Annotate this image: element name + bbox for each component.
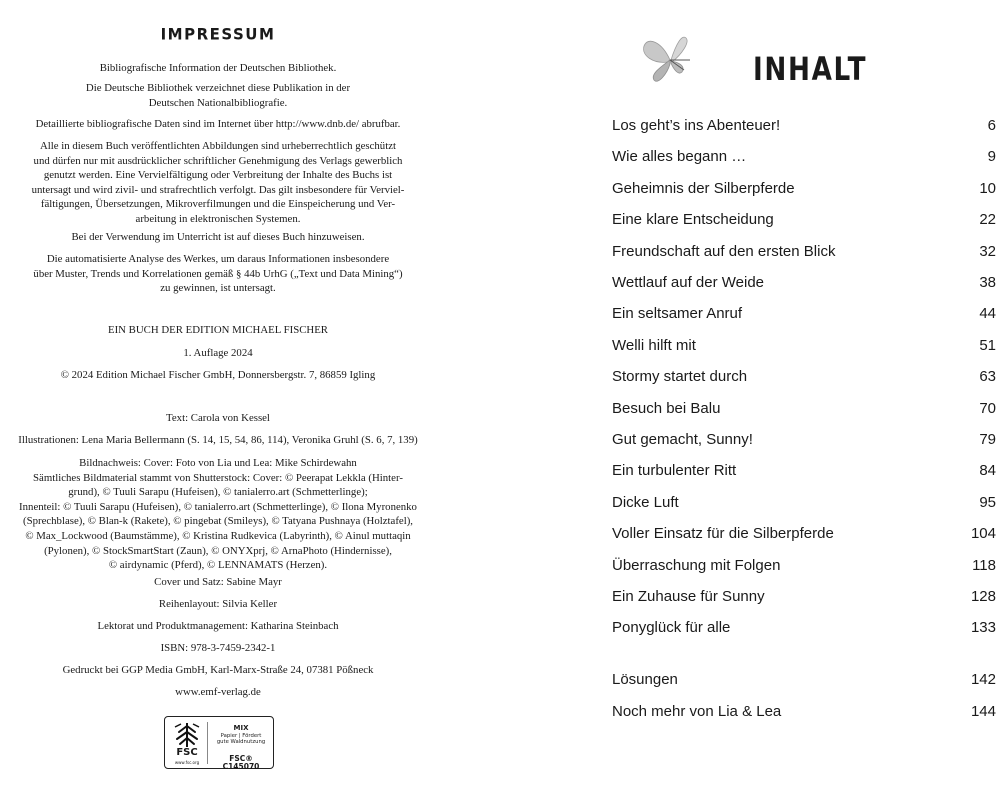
toc-entry-page: 10	[979, 180, 996, 197]
toc-entry-title: Wie alles begann …	[612, 148, 747, 165]
cover-design-credit: Cover und Satz: Sabine Mayr	[154, 576, 282, 588]
toc-entry[interactable]	[612, 617, 996, 639]
toc-entry-title: Noch mehr von Lia & Lea	[612, 703, 782, 720]
biblio-heading: Bibliografische Information der Deutschen Bibliothek.	[99, 62, 337, 74]
toc-entry-title: Stormy startet durch	[612, 368, 748, 385]
toc-entry-title: Ein Zuhause für Sunny	[612, 588, 765, 605]
toc-entry-title: Freundschaft auf den ersten Blick	[612, 243, 836, 260]
text-credit: Text: Carola von Kessel	[166, 412, 270, 424]
toc-entry-page: 95	[979, 494, 996, 511]
printing-line: 1. Auflage 2024	[183, 347, 253, 359]
copyright-notice: Alle in diesem Buch veröffentlichten Abbildungen sind urheberrechtlich geschützt und dürfen nur mit ausdrücklicher schriftlicher Genehmigung des Verlags gewerblich genutzt werden. Eine Vervielfältigung oder Verbreitung der Inhalte des Buchs ist untersagt und wird zivil- und strafrechtlich verfolgt. Das gilt insbesondere für Verviel- fältigungen, Übersetzungen, Mikroverfilmungen und die Einspeicherung und Ver- arbeitung in elektronischen Systemen.	[31, 140, 405, 225]
toc-entry[interactable]	[612, 303, 996, 325]
toc-entry-title: Überraschung mit Folgen	[612, 557, 781, 574]
toc-entry[interactable]	[612, 701, 996, 723]
illustrations-credit: Illustrationen: Lena Maria Bellermann (S. 14, 15, 54, 86, 114), Veronika Gruhl (S. 6, 7, 139)	[18, 434, 418, 446]
toc-entry-page: 70	[979, 400, 996, 417]
fsc-license-code: FSC® C145070	[222, 754, 260, 771]
toc-entry[interactable]	[612, 146, 996, 168]
toc-entry-title: Lösungen	[612, 671, 678, 688]
toc-entry[interactable]	[612, 492, 996, 514]
fsc-divider	[207, 722, 208, 764]
toc-entry-page: 118	[972, 557, 996, 574]
toc-entry-title: Voller Einsatz für die Silberpferde	[612, 525, 834, 542]
toc-entry[interactable]	[612, 209, 996, 231]
toc-entry[interactable]	[612, 429, 996, 451]
toc-entry-page: 142	[970, 671, 996, 688]
publisher-line: © 2024 Edition Michael Fischer GmbH, Donnersbergstr. 7, 86859 Igling	[60, 369, 376, 381]
toc-entry[interactable]	[612, 366, 996, 388]
impressum-title: IMPRESSUM	[160, 24, 276, 44]
toc-entry-title: Geheimnis der Silberpferde	[612, 180, 795, 197]
editorial-credit: Lektorat und Produktmanagement: Katharina Steinbach	[97, 620, 339, 632]
fsc-subtitle: Papier | Fördert gute Waldnutzung	[216, 733, 266, 746]
toc-entry-title: Gut gemacht, Sunny!	[612, 431, 753, 448]
tdm-note: Die automatisierte Analyse des Werkes, um daraus Informationen insbesondere über Muster, Trends und Korrelationen gemäß § 44b UrhG („Text und Data Mining“) zu gewinnen, ist untersagt.	[33, 253, 403, 295]
toc-entry-page: 32	[979, 243, 996, 260]
biblio-text: Die Deutsche Bibliothek verzeichnet diese Publikation in der Deutschen Nationalbibliografie.	[85, 82, 351, 109]
toc-entry-page: 133	[970, 619, 996, 636]
toc-entry-title: Ein seltsamer Anruf	[612, 305, 743, 322]
toc-entry[interactable]	[612, 335, 996, 357]
fsc-mix-label: MIX	[233, 724, 249, 732]
toc-entry[interactable]	[612, 460, 996, 482]
toc-entry-page: 22	[979, 211, 996, 228]
toc-entry-page: 128	[970, 588, 996, 605]
toc-entry[interactable]	[612, 398, 996, 420]
contents-page	[560, 0, 1000, 800]
teaching-note: Bei der Verwendung im Unterricht ist auf dieses Buch hinzuweisen.	[71, 231, 365, 243]
toc-entry[interactable]	[612, 669, 996, 691]
series-layout-credit: Reihenlayout: Silvia Keller	[158, 598, 278, 610]
toc-entry-title: Ponyglück für alle	[612, 619, 731, 636]
toc-entry[interactable]	[612, 555, 996, 577]
website-link[interactable]: www.emf-verlag.de	[175, 686, 261, 698]
fsc-url: www.fsc.org	[174, 760, 200, 765]
toc-entry-title: Besuch bei Balu	[612, 400, 721, 417]
toc-entry-title: Dicke Luft	[612, 494, 679, 511]
toc-entry-title: Welli hilft mit	[612, 337, 696, 354]
toc-entry-page: 9	[987, 148, 996, 165]
toc-entry-page: 84	[979, 462, 996, 479]
impressum-page	[0, 0, 440, 800]
toc-entry[interactable]	[612, 115, 996, 137]
toc-entry[interactable]	[612, 241, 996, 263]
fsc-tree-icon	[171, 721, 203, 749]
printer-line: Gedruckt bei GGP Media GmbH, Karl-Marx-Straße 24, 07381 Pößneck	[62, 664, 374, 676]
toc-entry[interactable]	[612, 586, 996, 608]
toc-entry[interactable]	[612, 523, 996, 545]
fsc-logo-text: FSC	[176, 747, 198, 758]
toc-entry-page: 63	[979, 368, 996, 385]
isbn: ISBN: 978-3-7459-2342-1	[160, 642, 276, 654]
biblio-details: Detaillierte bibliografische Daten sind im Internet über http://www.dnb.de/ abrufbar.	[35, 118, 401, 130]
edition-line: EIN BUCH DER EDITION MICHAEL FISCHER	[107, 324, 329, 336]
toc-entry-page: 51	[979, 337, 996, 354]
image-credits: Bildnachweis: Cover: Foto von Lia und Lea: Mike Schirdewahn Sämtliches Bildmaterial stammt von Shutterstock: Cover: © Peerapat Lekkla (Hinter- grund), © Tuuli Sarapu (Hufeisen), © tanialerro.art (Schmetterlinge); Innenteil: © Tuuli Sarapu (Hufeisen), © tanialerro.art (Schmetterlinge), © Ilona Myronenko (Sprechblase), © Blan-k (Rakete), © pingebat (Smileys), © Tatyana Pushnaya (Holztafel), © Max_Lockwood (Baumstämme), © Kristina Rudkevica (Labyrinth), © Ainul muttaqin (Pylonen), © StockSmartStart (Zaun), © ONYXprj, © ArnaPhoto (Hindernisse), © airdynamic (Pferd), © LENNAMATS (Herzen).	[19, 457, 417, 572]
toc-entry[interactable]	[612, 178, 996, 200]
contents-title: INHALT	[753, 50, 868, 88]
fsc-certification-logo	[164, 716, 274, 769]
toc-entry-title: Ein turbulenter Ritt	[612, 462, 737, 479]
toc-entry-page: 104	[970, 525, 996, 542]
toc-entry-page: 79	[979, 431, 996, 448]
toc-entry-title: Los geht’s ins Abenteuer!	[612, 117, 781, 134]
toc-entry-page: 44	[979, 305, 996, 322]
toc-entry-page: 38	[979, 274, 996, 291]
butterfly-icon	[640, 30, 700, 86]
toc-entry-title: Eine klare Entscheidung	[612, 211, 774, 228]
toc-entry-title: Wettlauf auf der Weide	[612, 274, 765, 291]
toc-entry[interactable]	[612, 272, 996, 294]
toc-entry-page: 144	[970, 703, 996, 720]
toc-entry-page: 6	[987, 117, 996, 134]
